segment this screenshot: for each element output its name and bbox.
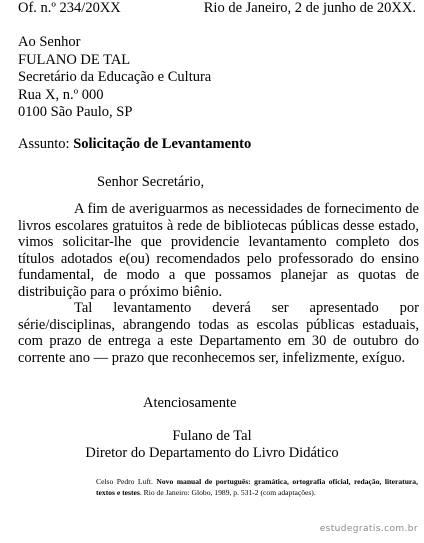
letter-salutation: Senhor Secretário, xyxy=(97,174,205,190)
body-paragraph-2: Tal levantamento deverá ser apresentado por série/disciplinas, abrangendo todas as escolas públicas estaduais, com prazo de entrega a este Departamento em 30 de outubro do corrente ano — prazo que reconhecemos ser, infelizmente, exíguo. xyxy=(18,300,419,366)
letter-place-date: Rio de Janeiro, 2 de junho de 20XX. xyxy=(203,0,416,16)
citation-author: Celso Pedro Luft. xyxy=(96,477,153,486)
citation-details: . Rio de Janeiro: Globo, 1989, p. 531-2 (com adaptações). xyxy=(139,487,316,497)
recipient-city: 0100 São Paulo, SP xyxy=(18,104,133,120)
signature-name: Fulano de Tal xyxy=(172,428,252,444)
recipient-name: FULANO DE TAL xyxy=(18,51,131,68)
subject-text: Solicitação de Levantamento xyxy=(73,136,252,152)
body-paragraph-1: A fim de averiguarmos as necessidades de fornecimento de livros escolares gratuitos à rede de bibliotecas públicas desse estado, vimos solicitar-lhe que providencie levantamento completo dos títulos adotados e(ou) recomendados pelo professorado do ensino fundamental, de modo a que possamos planejar as quotas de distribuição para o próximo biênio. xyxy=(18,201,419,300)
recipient-block xyxy=(18,34,211,122)
letter-closing: Atenciosamente xyxy=(143,395,237,411)
letter-header xyxy=(18,0,416,18)
recipient-salutation: Ao Senhor xyxy=(18,34,81,50)
citation-work-title: Novo manual de português: gramática, ortografia oficial, redação, literatura, textos e testes xyxy=(96,477,418,497)
signature-title: Diretor do Departamento do Livro Didático xyxy=(85,445,339,461)
recipient-street: Rua X, n.º 000 xyxy=(18,86,104,103)
site-watermark: estudegratis.com.br xyxy=(319,524,418,534)
source-citation xyxy=(96,477,418,498)
subject-line xyxy=(18,136,251,152)
letter-body xyxy=(18,201,419,366)
recipient-position: Secretário da Educação e Cultura xyxy=(18,69,212,85)
subject-label: Assunto: xyxy=(18,136,70,152)
letter-reference-number: Of. n.º 234/20XX xyxy=(18,0,121,16)
